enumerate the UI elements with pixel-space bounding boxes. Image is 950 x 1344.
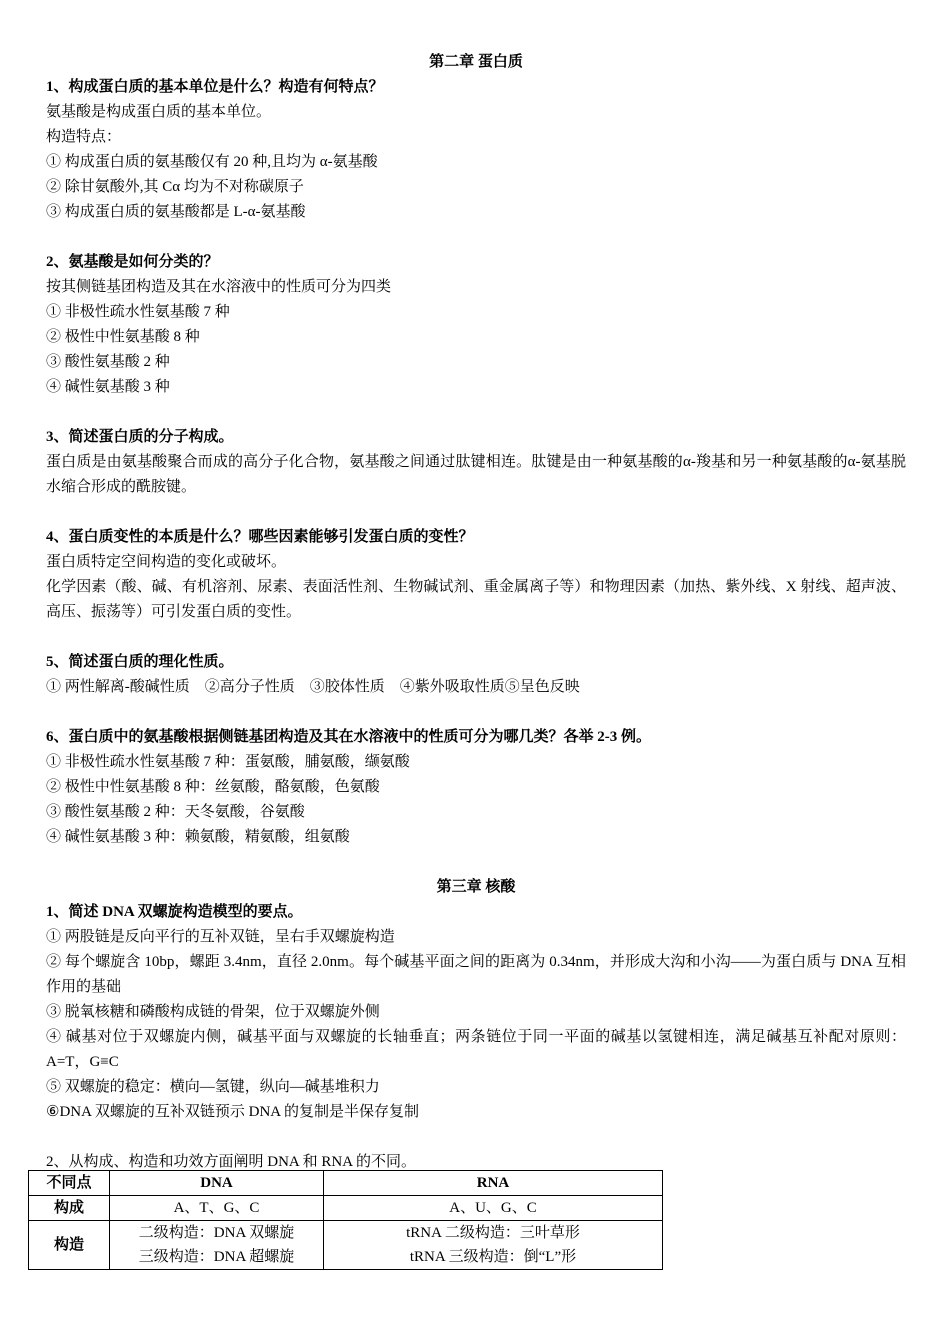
list-item: ② 极性中性氨基酸 8 种：丝氨酸，酪氨酸，色氨酸 [46,779,380,795]
row-label: 构成 [29,1196,110,1221]
list-item: ③ 酸性氨基酸 2 种 [46,354,170,370]
table-header-cell: DNA [110,1171,324,1196]
table-cell: A、T、G、C [110,1196,324,1221]
question-5: 5、简述蛋白质的理化性质。 [46,654,234,670]
list-item: ① 两股链是反向平行的互补双链，呈右手双螺旋构造 [46,929,395,945]
table-row [29,1221,663,1270]
list-item: ③ 脱氧核糖和磷酸构成链的骨架，位于双螺旋外侧 [46,1004,380,1020]
cell-line: 三级构造：DNA 超螺旋 [138,1249,295,1265]
answer-text: 蛋白质特定空间构造的变化或破坏。 [46,554,287,570]
answer-text: ① 两性解离-酸碱性质 ②高分子性质 ③胶体性质 ④紫外吸取性质⑤呈色反映 [46,679,580,695]
question-6: 6、蛋白质中的氨基酸根据侧链基团构造及其在水溶液中的性质可分为哪几类？各举 2-3 例。 [46,729,651,745]
answer-text: 氨基酸是构成蛋白质的基本单位。 [46,104,272,120]
document-page [46,50,906,1175]
cell-line: 二级构造：DNA 双螺旋 [138,1225,295,1241]
row-label: 构造 [29,1221,110,1270]
cell-line: tRNA 三级构造：倒“L”形 [409,1249,577,1265]
list-item: ⑥DNA 双螺旋的互补双链预示 DNA 的复制是半保存复制 [46,1104,420,1120]
question-1: 1、简述 DNA 双螺旋构造模型的要点。 [46,904,303,920]
list-item: ② 每个螺旋含 10bp，螺距 3.4nm，直径 2.0nm。每个碱基平面之间的距离为 0.34nm，并形成大沟和小沟——为蛋白质与 DNA 互相作用的基础 [46,954,906,995]
answer-paragraph: 蛋白质是由氨基酸聚合而成的高分子化合物，氨基酸之间通过肽键相连。肽键是由一种氨基酸的α-羧基和另一种氨基酸的α-氨基脱水缩合形成的酰胺键。 [46,454,906,495]
table-cell [110,1221,324,1270]
list-item: ② 极性中性氨基酸 8 种 [46,329,200,345]
table-row [29,1196,663,1221]
answer-text: 构造特点： [46,129,122,145]
answer-text: 按其侧链基团构造及其在水溶液中的性质可分为四类 [46,279,392,295]
table-header-row [29,1171,663,1196]
list-item: ① 非极性疏水性氨基酸 7 种 [46,304,230,320]
list-item: ④ 碱性氨基酸 3 种 [46,379,170,395]
chapter-2-title: 第二章 蛋白质 [429,54,523,70]
cell-line: tRNA 二级构造：三叶草形 [406,1225,580,1241]
question-3: 3、简述蛋白质的分子构成。 [46,429,234,445]
question-2: 2、氨基酸是如何分类的？ [46,254,219,270]
chapter-3-title: 第三章 核酸 [436,879,516,895]
dna-rna-comparison-table [28,1170,663,1270]
list-item: ② 除甘氨酸外,其 Cα 均为不对称碳原子 [46,179,304,195]
table-cell [324,1221,663,1270]
list-item: ③ 酸性氨基酸 2 种：天冬氨酸，谷氨酸 [46,804,305,820]
list-item: ③ 构成蛋白质的氨基酸都是 L-α-氨基酸 [46,204,306,220]
answer-paragraph: 化学因素（酸、碱、有机溶剂、尿素、表面活性剂、生物碱试剂、重金属离子等）和物理因素（加热、紫外线、X 射线、超声波、高压、振荡等）可引发蛋白质的变性。 [46,579,906,620]
list-item: ⑤ 双螺旋的稳定：横向—氢键，纵向—碱基堆积力 [46,1079,380,1095]
question-4: 4、蛋白质变性的本质是什么？哪些因素能够引发蛋白质的变性？ [46,529,474,545]
list-item: ① 非极性疏水性氨基酸 7 种：蛋氨酸，脯氨酸，缬氨酸 [46,754,410,770]
question-2: 2、从构成、构造和功效方面阐明 DNA 和 RNA 的不同。 [46,1154,417,1170]
table-cell: A、U、G、C [324,1196,663,1221]
question-1: 1、构成蛋白质的基本单位是什么？构造有何特点？ [46,79,384,95]
list-item: ④ 碱性氨基酸 3 种：赖氨酸，精氨酸，组氨酸 [46,829,350,845]
table-header-cell: RNA [324,1171,663,1196]
table-header-cell: 不同点 [29,1171,110,1196]
list-item: ④ 碱基对位于双螺旋内侧，碱基平面与双螺旋的长轴垂直；两条链位于同一平面的碱基以氢键相连，满足碱基互补配对原则：A=T，G≡C [46,1029,906,1070]
list-item: ① 构成蛋白质的氨基酸仅有 20 种,且均为 α-氨基酸 [46,154,378,170]
